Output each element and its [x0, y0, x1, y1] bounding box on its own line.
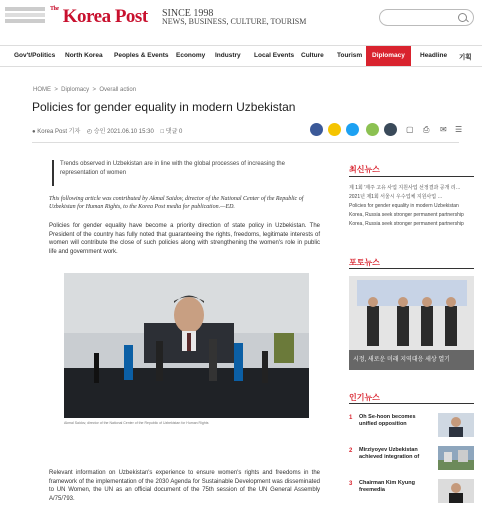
partner-badge [5, 7, 45, 27]
divider [349, 268, 474, 269]
editor-note: This following article was contributed by Akmal Saidov, director of the National Center of the Republic of Uzbekistan for Human Rights, to the Korea Post media for publication.—ED. [49, 196, 304, 210]
latest-news-list [349, 184, 474, 229]
nav-item-tourism[interactable]: Tourism [337, 52, 363, 59]
nav-item-north-korea[interactable]: North Korea [65, 52, 103, 59]
rank-number: 2 [349, 448, 353, 454]
rank-number: 1 [349, 415, 353, 421]
breadcrumb-home[interactable]: HOME [33, 87, 51, 93]
popular-headline[interactable]: Mirziyoyev Uzbekistan achieved integration of [359, 447, 420, 460]
list-item[interactable]: Policies for gender equality in modern Uzbekistan [349, 203, 459, 209]
nav-item-industry[interactable]: Industry [215, 52, 241, 59]
breadcrumb: HOME > Diplomacy > Overall action [33, 87, 137, 93]
nav-item-headline[interactable]: Headline [420, 52, 448, 59]
main-nav [0, 45, 482, 67]
popular-item[interactable] [349, 413, 474, 439]
rank-number: 3 [349, 481, 353, 487]
list-item[interactable]: Korea, Russia seek stronger permanent partnership [349, 221, 464, 227]
article-paragraph: Policies for gender equality have become a priority direction of state policy in Uzbekistan. The President of the country has fully noted that guaranteeing the rights, freedoms, legitimate interests of women will contribute the close of such policies along with strengthening the women's role in public life and government work. [49, 223, 320, 255]
nav-item-culture[interactable]: Culture [301, 52, 324, 59]
top-header [0, 0, 482, 40]
nav-item-politics[interactable]: Gov't/Politics [14, 52, 56, 59]
article-paragraph-2: Relevant information on Uzbekistan's experience to ensure women's rights and freedoms in the framework of the implementation of the 2030 Agenda for Sustainable Development was disseminated to UN Women, the UN as an official document of the 75th session of the UN General Assembly A/75/793. [49, 470, 320, 502]
more-share-icon[interactable] [366, 123, 379, 136]
popular-item[interactable] [349, 446, 474, 472]
print-icon[interactable]: ⎙ [423, 125, 430, 134]
facebook-share-icon[interactable] [310, 123, 323, 136]
article-summary: Trends observed in Uzbekistan are in line with the global processes of increasing the representation of women [52, 160, 320, 186]
share-icon[interactable] [384, 123, 397, 136]
clock-icon: ◴ [86, 129, 93, 135]
popular-headline[interactable]: Chairman Kim Kyung freemedia [359, 480, 415, 493]
email-icon[interactable]: ✉ [440, 125, 447, 134]
nav-item-peoples-events[interactable]: Peoples & Events [114, 52, 169, 59]
popular-thumb[interactable] [438, 413, 474, 437]
nav-item-economy[interactable]: Economy [176, 52, 206, 59]
popular-news-title: 인기뉴스 [349, 393, 380, 402]
photo-news-title: 포토뉴스 [349, 258, 380, 267]
photo-news-caption: 시정, 새로운 미래 지역대응 세상 열기 [353, 357, 450, 363]
list-item[interactable]: 제 1회 '제주 고유 사업 지원사업 선정결과 공개 리… [349, 185, 461, 191]
popular-item[interactable] [349, 479, 474, 505]
speaker-photo [64, 273, 309, 418]
latest-news-title: 최신뉴스 [349, 165, 380, 174]
font-size-icon[interactable]: ☰ [455, 125, 463, 134]
kakao-share-icon[interactable] [328, 123, 341, 136]
nav-item-special[interactable]: 기획 [459, 54, 472, 61]
list-item[interactable]: 2021년 제1회 서울시 우수업체 지원사업 … [349, 194, 443, 200]
article-date: 승인 2021.06.10 15:30 [93, 129, 154, 135]
divider [32, 142, 459, 143]
photo-news-image[interactable] [349, 276, 474, 370]
breadcrumb-subsection[interactable]: Overall action [99, 87, 137, 93]
popular-headline[interactable]: Oh Se-hoon becomes unified opposition [359, 414, 416, 427]
comment-icon: □ [160, 129, 165, 135]
article-author: Korea Post 기자 [37, 129, 81, 135]
breadcrumb-section[interactable]: Diplomacy [61, 87, 90, 93]
search-input[interactable] [379, 9, 474, 26]
nav-item-diplomacy[interactable]: Diplomacy [366, 46, 411, 66]
bookmark-icon[interactable]: ▢ [406, 125, 414, 134]
article-meta [32, 126, 182, 135]
article-comments[interactable]: 댓글 0 [165, 129, 183, 135]
site-tagline: SINCE 1998 NEWS, BUSINESS, CULTURE, TOURISM [162, 8, 307, 26]
article-title: Policies for gender equality in modern Uzbekistan [32, 100, 296, 114]
site-logo[interactable]: $^{The}$ Korea Post [50, 6, 148, 27]
person-icon: ● [32, 129, 36, 135]
popular-thumb[interactable] [438, 479, 474, 503]
divider [349, 176, 474, 177]
search-icon[interactable] [458, 13, 467, 22]
divider [349, 403, 474, 404]
popular-thumb[interactable] [438, 446, 474, 470]
nav-item-local-events[interactable]: Local Events [254, 52, 295, 59]
twitter-share-icon[interactable] [346, 123, 359, 136]
article-photo [64, 273, 309, 418]
photo-caption: Akmal Saidov, director of the National Center of the Republic of Uzbekistan for Human Rights [64, 421, 209, 425]
list-item[interactable]: Korea, Russia seek stronger permanent partnership [349, 212, 464, 218]
